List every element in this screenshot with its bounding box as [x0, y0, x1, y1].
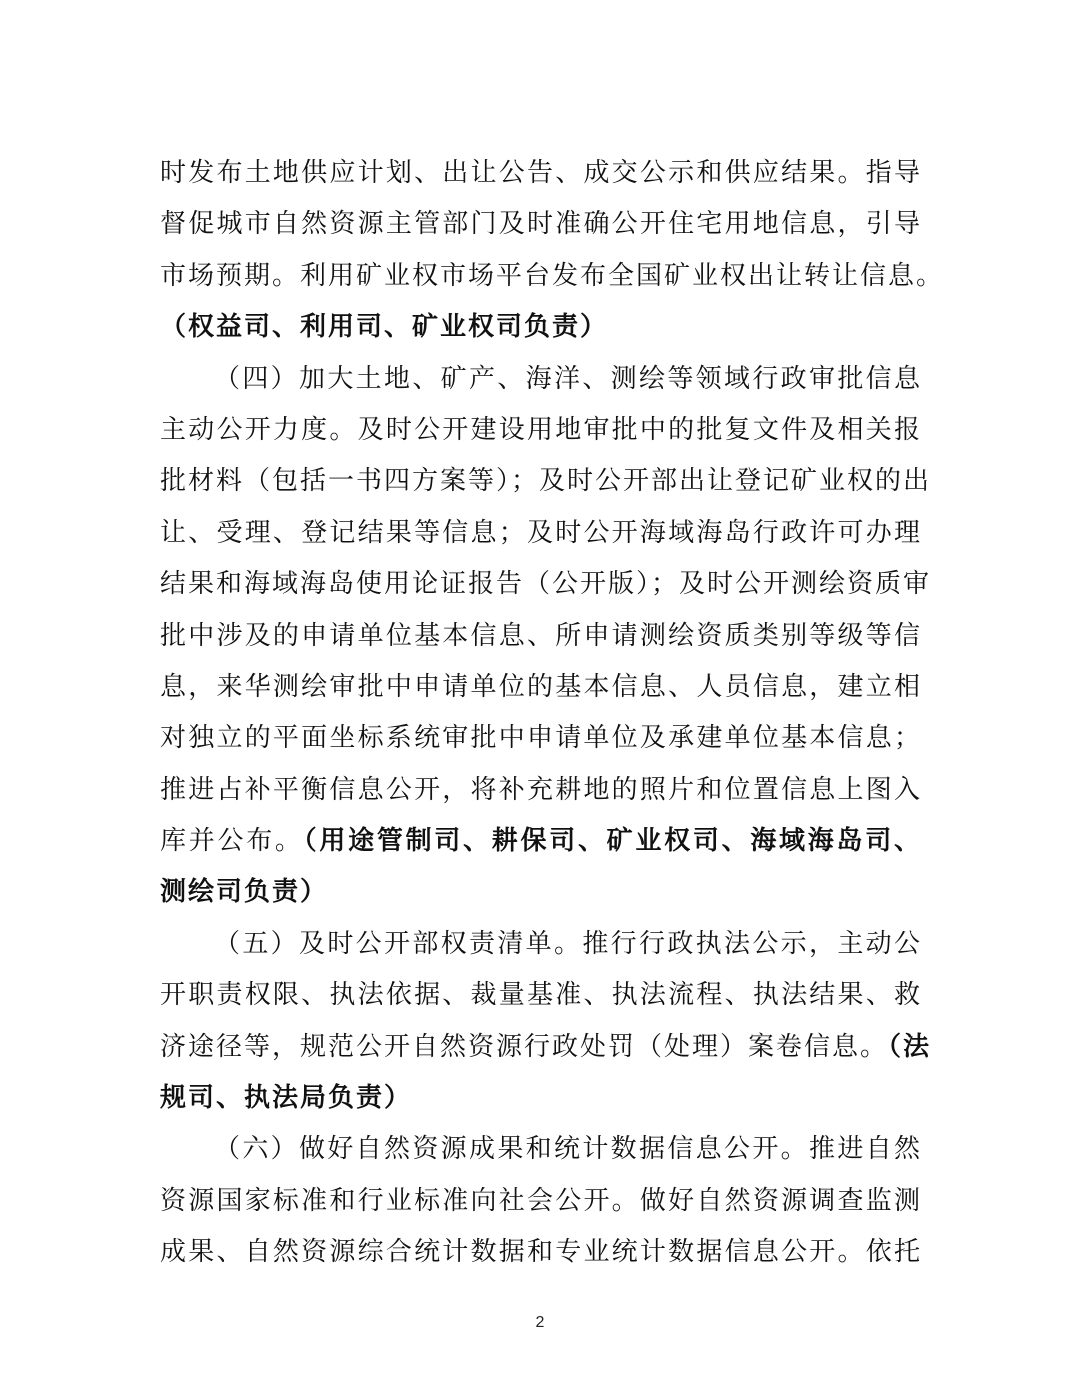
text-line: 开职责权限、执法依据、裁量基准、执法流程、执法结果、救 — [160, 980, 922, 1011]
body-text — [160, 148, 945, 1279]
page-number: 2 — [535, 1314, 545, 1331]
section-heading-line: （六）做好自然资源成果和统计数据信息公开。推进自然 — [214, 1134, 922, 1165]
text-segment: 库并公布。 — [160, 826, 304, 857]
responsibility-note: （用途管制司、耕保司、矿业权司、海域海岛司、 — [303, 826, 922, 857]
text-line: 督促城市自然资源主管部门及时准确公开住宅用地信息，引导 — [160, 209, 922, 240]
text-segment: 济途径等，规范公开自然资源行政处罚（处理）案卷信息。 — [160, 1031, 889, 1062]
text-line: 对独立的平面坐标系统审批中申请单位及承建单位基本信息； — [160, 723, 922, 754]
text-line: 批材料（包括一书四方案等）；及时公开部出让登记矿业权的出 — [160, 466, 932, 497]
text-line — [160, 816, 922, 867]
responsibility-note: 规司、执法局负责） — [160, 1083, 413, 1114]
text-line: 批中涉及的申请单位基本信息、所申请测绘资质类别等级等信 — [160, 620, 922, 651]
text-line: 资源国家标准和行业标准向社会公开。做好自然资源调查监测 — [160, 1185, 922, 1216]
text-line: 时发布土地供应计划、出让公告、成交公示和供应结果。指导 — [160, 158, 922, 188]
text-line: 息，来华测绘审批中申请单位的基本信息、人员信息，建立相 — [160, 671, 922, 702]
text-line: 结果和海域海岛使用论证报告（公开版）；及时公开测绘资质审 — [160, 569, 932, 600]
text-line: 推进占补平衡信息公开，将补充耕地的照片和位置信息上图入 — [160, 774, 922, 805]
text-line — [160, 1022, 932, 1073]
text-line: 让、受理、登记结果等信息；及时公开海域海岛行政许可办理 — [160, 517, 922, 548]
text-line: 成果、自然资源综合统计数据和专业统计数据信息公开。依托 — [160, 1237, 922, 1268]
section-heading-line: （五）及时公开部权责清单。推行行政执法公示，主动公 — [214, 928, 922, 959]
responsibility-note: （法 — [888, 1031, 932, 1062]
text-line: 主动公开力度。及时公开建设用地审批中的批复文件及相关报 — [160, 414, 922, 445]
responsibility-note: 测绘司负责） — [160, 877, 329, 908]
section-heading-line: （四）加大土地、矿产、海洋、测绘等领域行政审批信息 — [214, 363, 922, 394]
responsibility-note: （权益司、利用司、矿业权司负责） — [160, 312, 609, 343]
text-line: 市场预期。利用矿业权市场平台发布全国矿业权出让转让信息。 — [160, 260, 945, 291]
